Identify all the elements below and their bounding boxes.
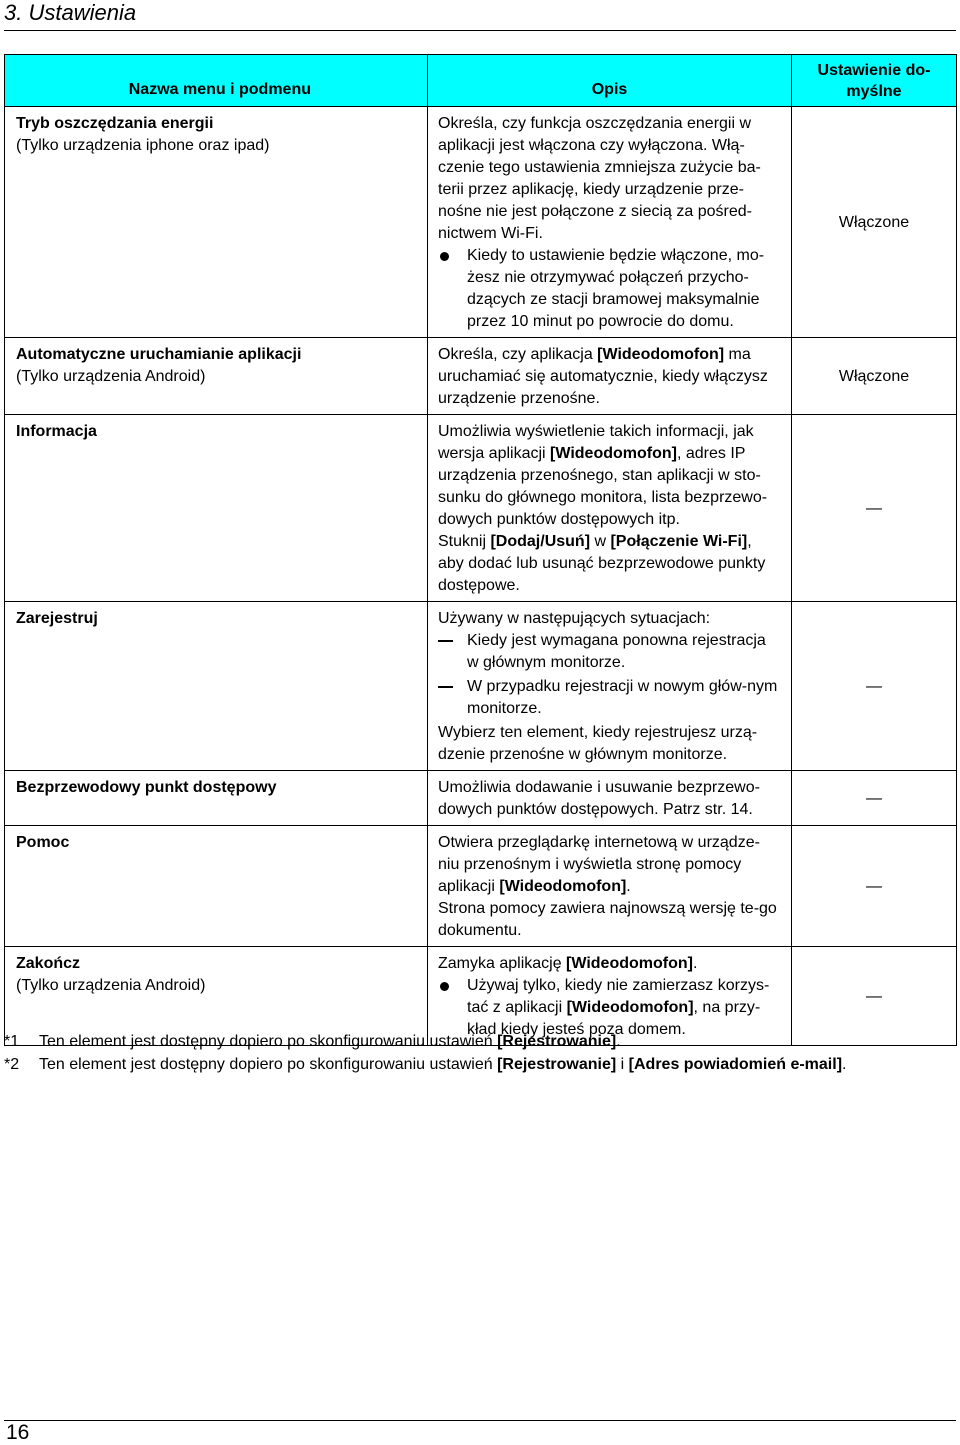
- settings-table: [4, 54, 957, 1046]
- text-run: w: [590, 533, 611, 550]
- table-row: [5, 826, 957, 947]
- text-run: Ten element jest dostępny dopiero po skonfigurowaniu ustawień: [39, 1056, 498, 1073]
- dash-icon: [438, 686, 453, 688]
- description-cell: [428, 771, 792, 826]
- app-name-bold: [Wideodomofon]: [550, 445, 677, 462]
- footnote: [4, 1053, 846, 1076]
- text-run: Otwiera przeglądarkę internetową w urządze-niu przenośnym i wyświetla stronę pomocy aplikacji: [438, 834, 760, 895]
- header-menu-name: Nazwa menu i podmenu: [5, 55, 428, 107]
- menu-name: Informacja: [16, 423, 97, 440]
- section-title: 3. Ustawienia: [4, 0, 137, 25]
- footnote-mark: *1: [4, 1033, 20, 1050]
- footnote-mark: *2: [4, 1056, 20, 1073]
- description-text: [438, 531, 781, 597]
- text-run: , na przy-kład kiedy jesteś poza domem.: [467, 999, 761, 1038]
- text-run: .: [616, 1033, 621, 1050]
- text-run: i: [616, 1056, 629, 1073]
- table-row: [5, 415, 957, 602]
- menu-cell: [5, 826, 428, 947]
- wifi-connection-label: [Połączenie Wi-Fi]: [610, 533, 748, 550]
- bullet-text: Kiedy to ustawienie będzie włączone, mo-żesz nie otrzymywać połączeń przycho-dzących ze stacji bramowej maksymalnie przez 10 minut po powrocie do domu.: [467, 247, 765, 330]
- add-remove-label: [Dodaj/Usuń]: [490, 533, 591, 550]
- menu-name: Tryb oszczędzania energii: [16, 115, 214, 132]
- description-text: Określa, czy funkcja oszczędzania energii w aplikacji jest włączona czy wyłączona. Włą-czenie tego ustawienia zmniejsza zużycie ba-terii przez aplikację, kiedy urządzenie prze-nośne nie jest połączone z siecią za pośred-nictwem Wi-Fi.: [438, 115, 761, 242]
- description-text: [438, 344, 781, 410]
- text-run: , aby dodać lub usunąć bezprzewodowe punkty dostępowe.: [438, 533, 766, 594]
- description-text: Wybierz ten element, kiedy rejestrujesz urzą-dzenie przenośne w głównym monitorze.: [438, 724, 758, 763]
- table-row: [5, 602, 957, 771]
- description-cell: [428, 107, 792, 338]
- default-value: —: [792, 947, 957, 1046]
- text-run: Zamyka aplikację: [438, 955, 567, 972]
- app-name-bold: [Wideodomofon]: [566, 955, 693, 972]
- text-run: Ten element jest dostępny dopiero po skonfigurowaniu ustawień: [39, 1033, 498, 1050]
- bullet-icon: [440, 982, 449, 991]
- menu-cell: [5, 415, 428, 602]
- footnote-text: [39, 1030, 621, 1053]
- menu-cell: [5, 338, 428, 415]
- menu-note: (Tylko urządzenia iphone oraz ipad): [16, 137, 270, 154]
- dash-icon: [438, 640, 453, 642]
- header-description: Opis: [428, 55, 792, 107]
- description-cell: [428, 602, 792, 771]
- description-cell: [428, 338, 792, 415]
- app-name-bold: [Wideodomofon]: [566, 999, 694, 1016]
- email-notification-label: [Adres powiadomień e-mail]: [628, 1056, 843, 1073]
- menu-name: Bezprzewodowy punkt dostępowy: [16, 779, 277, 796]
- text-run: .: [692, 955, 698, 972]
- text-run: Stuknij: [438, 533, 491, 550]
- description-text: Używany w następujących sytuacjach:: [438, 610, 711, 627]
- dash-item: [438, 630, 781, 674]
- footnote: [4, 1030, 846, 1053]
- description-text: Umożliwia dodawanie i usuwanie bezprzewo-dowych punktów dostępowych. Patrz str. 14.: [438, 779, 760, 818]
- default-value: —: [792, 826, 957, 947]
- table-row: [5, 771, 957, 826]
- app-name-bold: [Wideodomofon]: [499, 878, 627, 895]
- bullet-text: [467, 977, 769, 1038]
- description-text: [438, 953, 781, 975]
- default-value: —: [792, 602, 957, 771]
- table-row: [5, 107, 957, 338]
- bullet-icon: [440, 252, 449, 261]
- menu-name: Zakończ: [16, 955, 81, 972]
- default-value: —: [792, 415, 957, 602]
- footnotes: [4, 1030, 846, 1076]
- table-header-row: [5, 55, 957, 107]
- text-run: , adres IP urządzenia przenośnego, stan aplikacji w sto-sunku do głównego monitora, lista bezprzewo-dowych punktów dostępowych itp.: [438, 445, 768, 528]
- description-text: Strona pomocy zawiera najnowszą wersję te-go dokumentu.: [438, 900, 777, 939]
- app-name-bold: [Wideodomofon]: [597, 346, 725, 363]
- bullet-item: [438, 245, 781, 333]
- text-run: ma uruchamiać się automatycznie, kiedy włączysz urządzenie przenośne.: [438, 346, 768, 407]
- description-cell: [428, 826, 792, 947]
- registration-label: [Rejestrowanie]: [497, 1056, 617, 1073]
- default-value: —: [792, 771, 957, 826]
- menu-name: Zarejestruj: [16, 610, 98, 627]
- dash-text: W przypadku rejestracji w nowym głów-nym monitorze.: [467, 678, 778, 717]
- description-cell: [428, 415, 792, 602]
- dash-text: Kiedy jest wymagana ponowna rejestracja w głównym monitorze.: [467, 632, 766, 671]
- text-run: .: [626, 878, 631, 895]
- default-value: Włączone: [792, 338, 957, 415]
- description-text: [438, 832, 781, 898]
- menu-cell: [5, 602, 428, 771]
- header-default-setting: Ustawienie do-myślne: [792, 55, 957, 107]
- default-value: Włączone: [792, 107, 957, 338]
- menu-name: Pomoc: [16, 834, 70, 851]
- title-divider: [4, 30, 956, 31]
- menu-note: (Tylko urządzenia Android): [16, 977, 206, 994]
- menu-cell: [5, 107, 428, 338]
- menu-note: (Tylko urządzenia Android): [16, 368, 206, 385]
- menu-cell: [5, 771, 428, 826]
- table-row: [5, 338, 957, 415]
- description-text: [438, 421, 781, 531]
- text-run: Określa, czy aplikacja: [438, 346, 598, 363]
- text-run: .: [842, 1056, 847, 1073]
- footer-divider: [4, 1420, 956, 1421]
- dash-item: [438, 676, 781, 720]
- text-run: Używaj tylko, kiedy nie zamierzasz korzys-tać z aplikacji: [467, 977, 770, 1016]
- footnote-text: [39, 1053, 846, 1076]
- registration-label: [Rejestrowanie]: [497, 1033, 617, 1050]
- text-run: Umożliwia wyświetlenie takich informacji, jak wersja aplikacji: [438, 423, 754, 462]
- menu-name: Automatyczne uruchamianie aplikacji: [16, 346, 302, 363]
- page-number: 16: [6, 1421, 30, 1444]
